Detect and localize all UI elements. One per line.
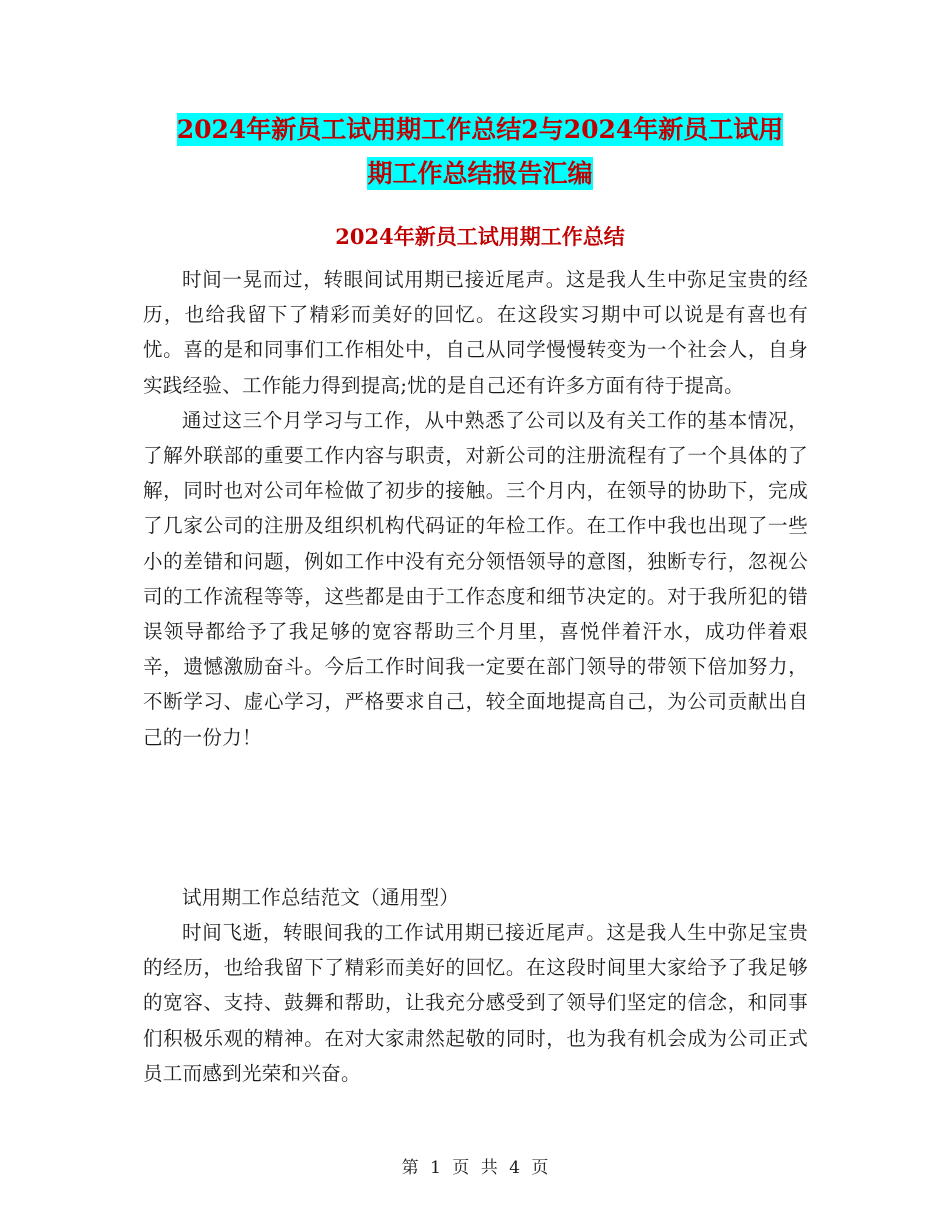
section-title: 2024年新员工试用期工作总结 — [335, 224, 625, 249]
subheading: 试用期工作总结范文（通用型） — [182, 886, 460, 909]
section-body-1 — [143, 262, 808, 755]
document-title-line-1: 2024年新员工试用期工作总结2与2024年新员工试用 — [176, 115, 784, 144]
paragraph-1: 时间一晃而过，转眼间试用期已接近尾声。这是我人生中弥足宝贵的经历，也给我留下了精彩而美好的回忆。在这段实习期中可以说是有喜也有忧。喜的是和同事们工作相处中，自己从同学慢慢转变为一个社会人，自身实践经验、工作能力得到提高;忧的是自己还有许多方面有待于提高。 — [143, 268, 808, 397]
section-body-2 — [143, 915, 808, 1091]
paragraph-2: 通过这三个月学习与工作，从中熟悉了公司以及有关工作的基本情况，了解外联部的重要工作内容与职责，对新公司的注册流程有了一个具体的了解，同时也对公司年检做了初步的接触。三个月内，在领导的协助下，完成了几家公司的注册及组织机构代码证的年检工作。在工作中我也出现了一些小的差错和问题，例如工作中没有充分领悟领导的意图，独断专行，忽视公司的工作流程等等，这些都是由于工作态度和细节决定的。对于我所犯的错误领导都给予了我足够的宽容帮助三个月里，喜悦伴着汗水，成功伴着艰辛，遗憾激励奋斗。今后工作时间我一定要在部门领导的带领下倍加努力，不断学习、虚心学习，严格要求自己，较全面地提高自己，为公司贡献出自己的一份力！ — [143, 408, 808, 749]
page-footer: 第 1 页 共 4 页 — [401, 1158, 549, 1178]
document-title — [140, 108, 820, 196]
paragraph-3: 时间飞逝，转眼间我的工作试用期已接近尾声。这是我人生中弥足宝贵的经历，也给我留下了精彩而美好的回忆。在这段时间里大家给予了我足够的宽容、支持、鼓舞和帮助，让我充分感受到了领导们坚定的信念，和同事们积极乐观的精神。在对大家肃然起敬的同时，也为我有机会成为公司正式员工而感到光荣和兴奋。 — [143, 921, 808, 1085]
document-title-line-2: 期工作总结报告汇编 — [367, 159, 593, 188]
